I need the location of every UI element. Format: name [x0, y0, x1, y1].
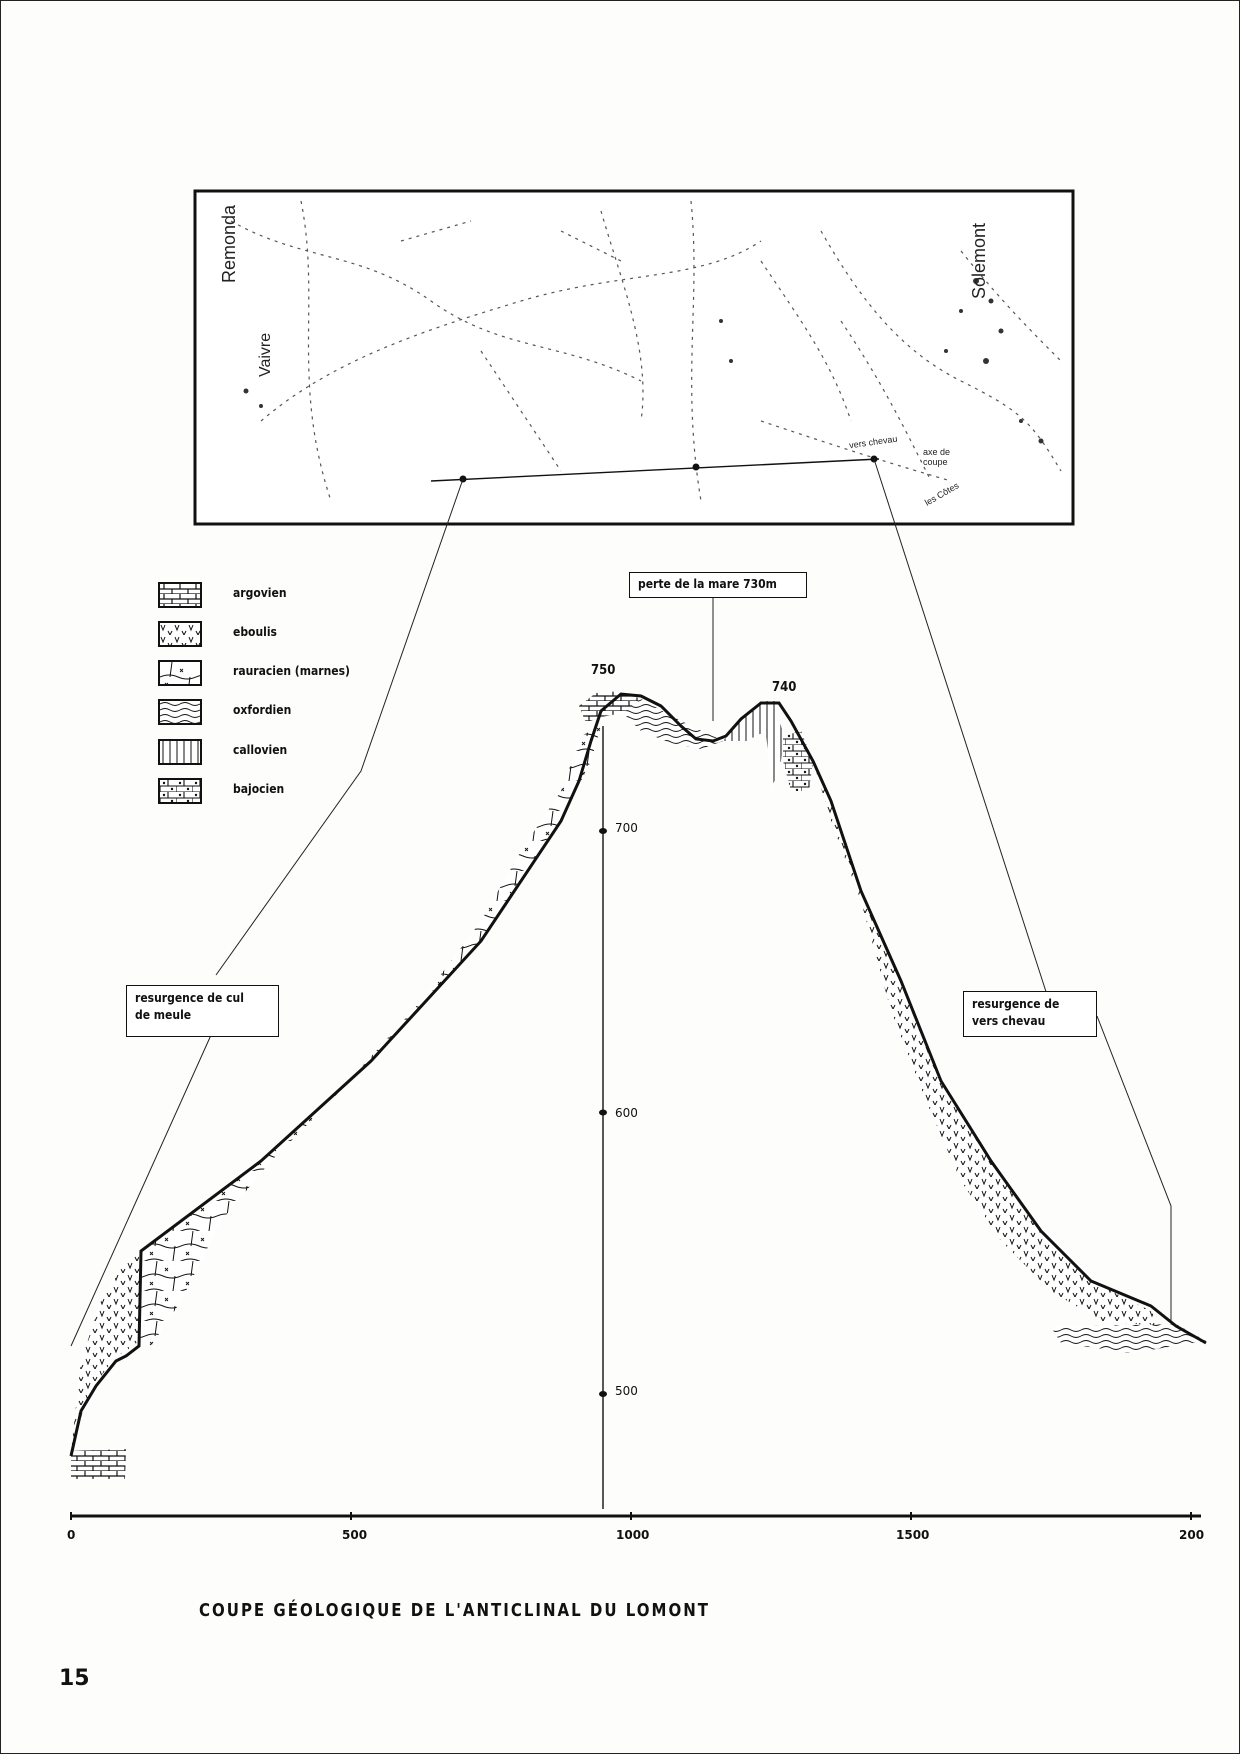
callout-resurgence-vers-chevau [963, 991, 1097, 1037]
legend-label: bajocien [233, 782, 285, 796]
map-inset [195, 191, 1073, 524]
legend-label: eboulis [233, 625, 277, 639]
oxfordien-swatch [158, 699, 202, 725]
argovien-swatch [158, 582, 202, 608]
distance-axis [71, 1512, 1201, 1520]
page-number: 15 [59, 1666, 90, 1691]
legend-label: rauracien (marnes) [233, 664, 350, 678]
elevation-marker-600 [599, 1110, 607, 1116]
geological-profile [71, 691, 1206, 1479]
elevation-label-600: 600 [615, 1106, 638, 1120]
distance-tick-label-500: 500 [342, 1528, 368, 1542]
map-label-remonda: Remonda [219, 204, 239, 283]
summit-east-label: 740 [772, 680, 797, 695]
elevation-label-500: 500 [615, 1384, 638, 1398]
legend-label: argovien [233, 586, 287, 600]
eboulis-swatch [158, 621, 202, 647]
callout-cul-de-meule-line1: resurgence de cul [135, 991, 244, 1005]
map-label-vaivre: Vaivre [257, 332, 274, 377]
elevation-marker-700 [599, 828, 607, 834]
legend-label: oxfordien [233, 703, 292, 717]
distance-tick-label-1500: 1500 [896, 1528, 930, 1542]
summit-west-label: 750 [591, 663, 616, 678]
elevation-marker-500 [599, 1391, 607, 1397]
map-label-les-cotes: les Côtes [923, 480, 961, 508]
callout-resurgence-cul-de-meule [126, 985, 279, 1037]
callout-perte-de-la-mare [629, 572, 807, 598]
rauracien-swatch [158, 660, 202, 686]
map-label-axe-de-coupe: axe de coupe [923, 447, 951, 467]
callovien-swatch [158, 739, 202, 765]
distance-tick-label-0: 0 [67, 1528, 76, 1542]
map-label-solemont: Solemont [969, 222, 989, 299]
callout-cul-de-meule-line2: de meule [135, 1008, 192, 1022]
map-label-vers-chevau: vers chevau [848, 433, 898, 451]
callout-vers-chevau-line1: resurgence de [972, 997, 1060, 1011]
elevation-label-700: 700 [615, 821, 638, 835]
geological-section-drawing [1, 1, 1240, 1755]
legend-label: callovien [233, 743, 288, 757]
callout-perte-text: perte de la mare 730m [638, 577, 777, 591]
bajocien-swatch [158, 778, 202, 804]
distance-tick-label-2000: 200 [1179, 1528, 1205, 1542]
callout-vers-chevau-line2: vers chevau [972, 1014, 1046, 1028]
distance-tick-label-1000: 1000 [616, 1528, 650, 1542]
figure-caption: COUPE GÉOLOGIQUE DE L'ANTICLINAL DU LOMONT [199, 1599, 711, 1621]
